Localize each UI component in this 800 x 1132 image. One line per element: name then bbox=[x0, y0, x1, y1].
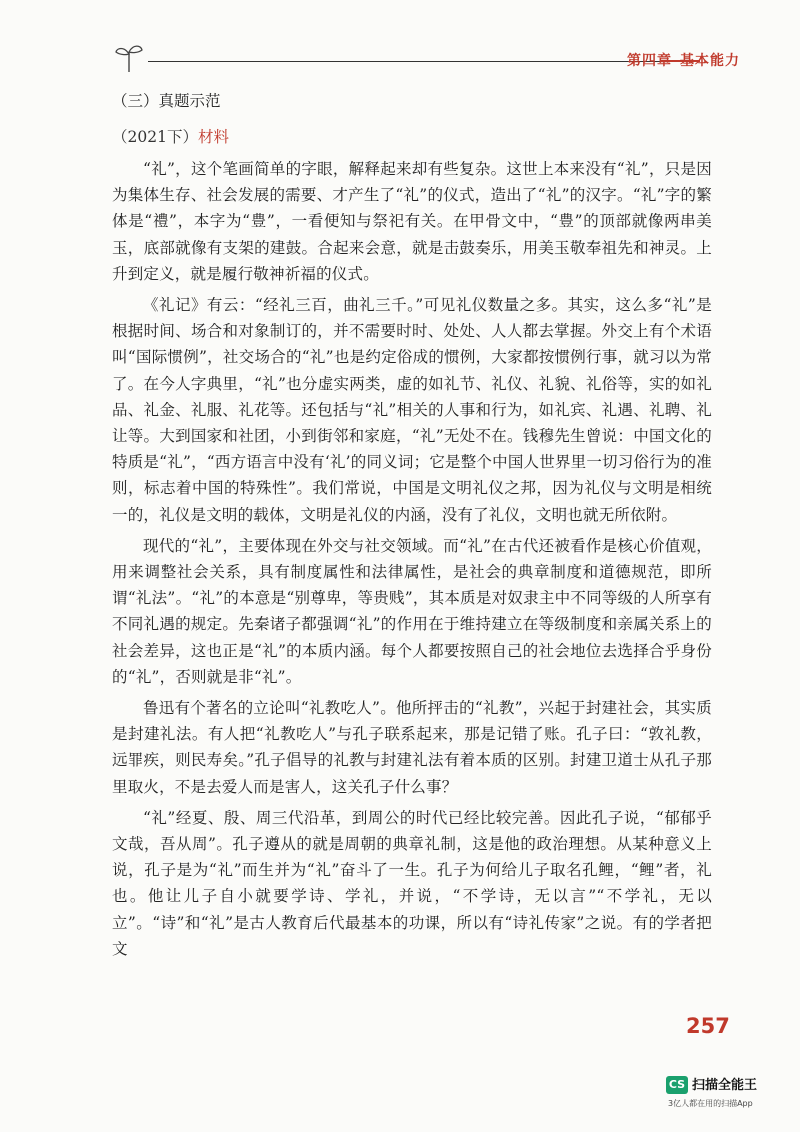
header-rule bbox=[148, 61, 693, 62]
paragraph-5: “礼”经夏、殷、周三代沿革，到周公的时代已经比较完善。因此孔子说，“郁郁乎文哉，吾从周”。孔子遵从的就是周朝的典章礼制，这是他的政治理想。从某种意义上说，孔子是为“礼”而生并为“礼”奋斗了一生。孔子为何给儿子取名孔鲤，“鲤”者，礼也。他让儿子自小就要学诗、学礼，并说，“不学诗，无以言”“不学礼，无以立”。“诗”和“礼”是古人教育后代最基本的功课，所以有“诗礼传家”之说。有的学者把文 bbox=[112, 808, 712, 958]
scanner-watermark bbox=[666, 1074, 776, 1114]
chapter-number: 第四章 bbox=[627, 53, 672, 69]
material-label: 材料 bbox=[197, 128, 229, 146]
chapter-heading bbox=[627, 50, 740, 70]
watermark-subtitle: 3亿人都在用的扫描App bbox=[668, 1099, 753, 1108]
paragraph-2: 《礼记》有云：“经礼三百，曲礼三千。”可见礼仪数量之多。其实，这么多“礼”是根据时间、场合和对象制订的，并不需要时时、处处、人人都去掌握。外交上有个术语叫“国际惯例”，社交场合的“礼”也是约定俗成的惯例，大家都按惯例行事，就习以为常了。在今人字典里，“礼”也分虚实两类，虚的如礼节、礼仪、礼貌、礼俗等，实的如礼品、礼金、礼服、礼花等。还包括与“礼”相关的人事和行为，如礼宾、礼遇、礼聘、礼让等。大到国家和社团，小到街邻和家庭，“礼”无处不在。钱穆先生曾说：中国文化的特质是“礼”，“西方语言中没有‘礼’的同义词；它是整个中国人世界里一切习俗行为的准则，标志着中国的特殊性”。我们常说，中国是文明礼仪之邦，因为礼仪与文明是相统一的，礼仪是文明的载体，文明是礼仪的内涵，没有了礼仪，文明也就无所依附。 bbox=[112, 296, 712, 524]
sprout-icon bbox=[114, 42, 144, 74]
exam-year-tag: （2021下） bbox=[112, 128, 198, 146]
watermark-title: 扫描全能王 bbox=[692, 1078, 758, 1093]
chapter-title: 基本能力 bbox=[680, 53, 740, 69]
camscanner-logo-icon: CS bbox=[666, 1076, 688, 1094]
page-content bbox=[112, 86, 712, 962]
paragraph-4: 鲁迅有个著名的立论叫“礼教吃人”。他所抨击的“礼教”，兴起于封建社会，其实质是封建礼法。有人把“礼教吃人”与孔子联系起来，那是记错了账。孔子曰：“敦礼教，远罪疾，则民寿矣。”孔子倡导的礼教与封建礼法有着本质的区别。封建卫道士从孔子那里取火，不是去爱人而是害人，这关孔子什么事？ bbox=[112, 699, 712, 796]
paragraph-3: 现代的“礼”，主要体现在外交与社交领域。而“礼”在古代还被看作是核心价值观，用来调整社会关系，具有制度属性和法律属性，是社会的典章制度和道德规范，即所谓“礼法”。“礼”的本意是“别尊卑，等贵贱”，其本质是对奴隶主中不同等级的人所享有不同礼遇的规定。先秦诸子都强调“礼”的作用在于维持建立在等级制度和亲属关系上的社会差异，这也正是“礼”的本质内涵。每个人都要按照自己的社会地位去选择合乎身份的“礼”，否则就是非“礼”。 bbox=[112, 536, 712, 686]
section-title: （三）真题示范 bbox=[112, 92, 221, 110]
page-number: 257 bbox=[686, 1014, 730, 1038]
paragraph-1: “礼”，这个笔画简单的字眼，解释起来却有些复杂。这世上本来没有“礼”，只是因为集体生存、社会发展的需要、才产生了“礼”的仪式，造出了“礼”的汉字。“礼”字的繁体是“禮”，本字为“豊”，一看便知与祭祀有关。在甲骨文中，“豊”的顶部就像两串美玉，底部就像有支架的建鼓。合起来会意，就是击鼓奏乐，用美玉敬奉祖先和神灵。上升到定义，就是履行敬神祈福的仪式。 bbox=[112, 160, 712, 283]
page-header bbox=[100, 40, 740, 76]
exam-tag-line bbox=[112, 126, 712, 148]
